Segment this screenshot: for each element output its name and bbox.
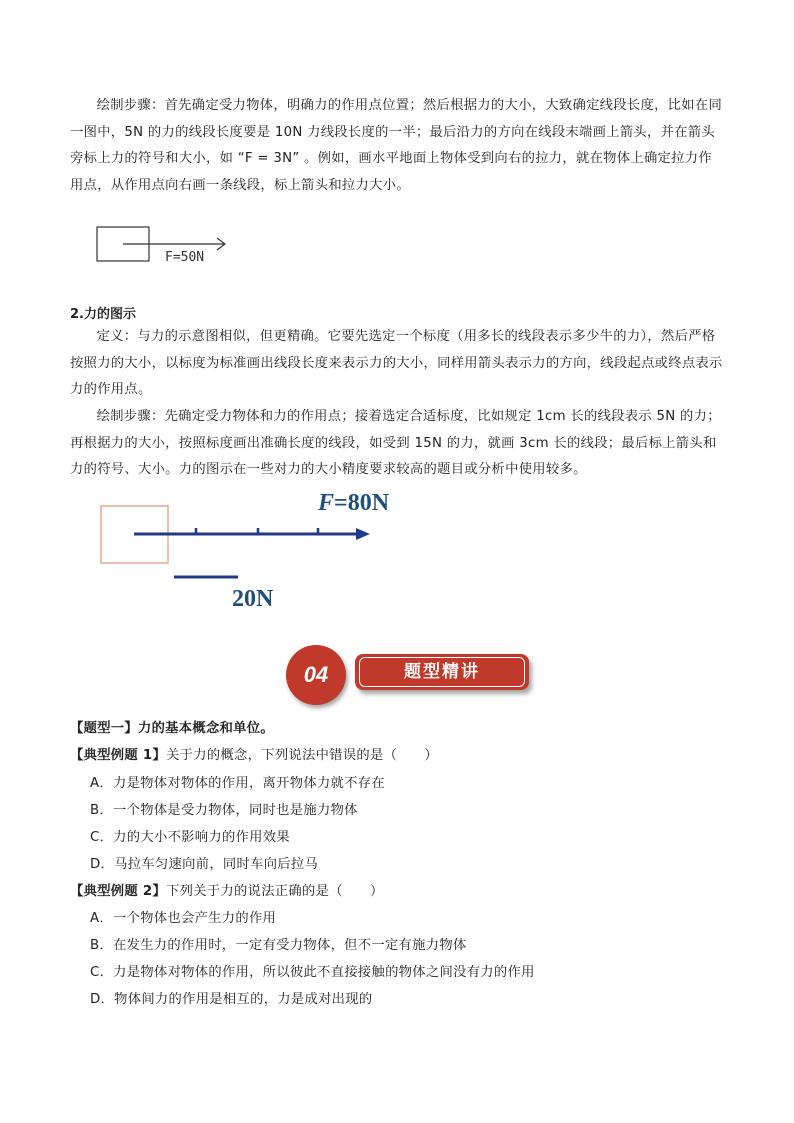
question-type-heading: 【题型一】力的基本概念和单位。 xyxy=(70,721,274,736)
question-2 xyxy=(70,880,384,899)
question-1-stem: 关于力的概念，下列说法中错误的是（ ） xyxy=(166,748,438,763)
question-2-option-a: A．一个物体也会产生力的作用 xyxy=(90,911,277,926)
definition-paragraph: 定义：与力的示意图相似，但更精确。它要先选定一个标度（用多长的线段表示多少牛的力），然后严格按照力的大小，以标度为标准画出线段长度来表示力的大小，同样用箭头表示力的方向，线段起点或终点表示力的作用点。 xyxy=(70,329,723,397)
section-heading-force-diagram: 2.力的图示 xyxy=(70,307,136,322)
force-value-label xyxy=(318,490,389,517)
question-1-option-b: B．一个物体是受力物体，同时也是施力物体 xyxy=(90,803,358,818)
section-title-banner: 题型精讲 xyxy=(355,654,529,690)
question-2-option-d: D．物体间力的作用是相互的，力是成对出现的 xyxy=(90,992,373,1007)
question-1-label: 【典型例题 1】 xyxy=(70,748,167,763)
steps-paragraph: 绘制步骤：先确定受力物体和力的作用点；接着选定合适标度，比如规定 1cm 长的线段表示 5N 的力；再根据力的大小，按照标度画出准确长度的线段，如受到 15N 的力，就画 3cm 长的线段；最后标上箭头和力的符号、大小。力的图示在一些对力的大小精度要求较高的题目或分析中使用较多。 xyxy=(70,409,721,477)
question-1-option-c: C．力的大小不影响力的作用效果 xyxy=(90,830,290,845)
force-symbol: F xyxy=(318,490,335,516)
section-number-badge: 04 xyxy=(286,645,346,705)
intro-paragraph: 绘制步骤：首先确定受力物体，明确力的作用点位置；然后根据力的大小，大致确定线段长度，比如在同一图中，5N 的力的线段长度要是 10N 力线段长度的一半；最后沿力的方向在线段末端画上箭头，并在箭头旁标上力的符号和大小，如 “F = 3N” 。例如，画水平地面上物体受到向右的拉力，就在物体上确定拉力作用点，从作用点向右画一条线段，标上箭头和拉力大小。 xyxy=(70,98,723,193)
scale-label: 20N xyxy=(232,586,274,612)
question-1 xyxy=(70,744,438,763)
question-2-stem: 下列关于力的说法正确的是（ ） xyxy=(166,884,384,899)
question-1-option-a: A．力是物体对物体的作用，离开物体力就不存在 xyxy=(90,776,385,791)
force-arrow-head-2 xyxy=(356,528,370,540)
force-label-1: F=50N xyxy=(165,250,205,265)
force-value: =80N xyxy=(334,490,390,516)
question-2-option-b: B．在发生力的作用时，一定有受力物体，但不一定有施力物体 xyxy=(90,938,467,953)
question-1-option-d: D．马拉车匀速向前，同时车向后拉马 xyxy=(90,857,319,872)
question-2-label: 【典型例题 2】 xyxy=(70,884,167,899)
question-2-option-c: C．力是物体对物体的作用，所以彼此不直接接触的物体之间没有力的作用 xyxy=(90,965,535,980)
